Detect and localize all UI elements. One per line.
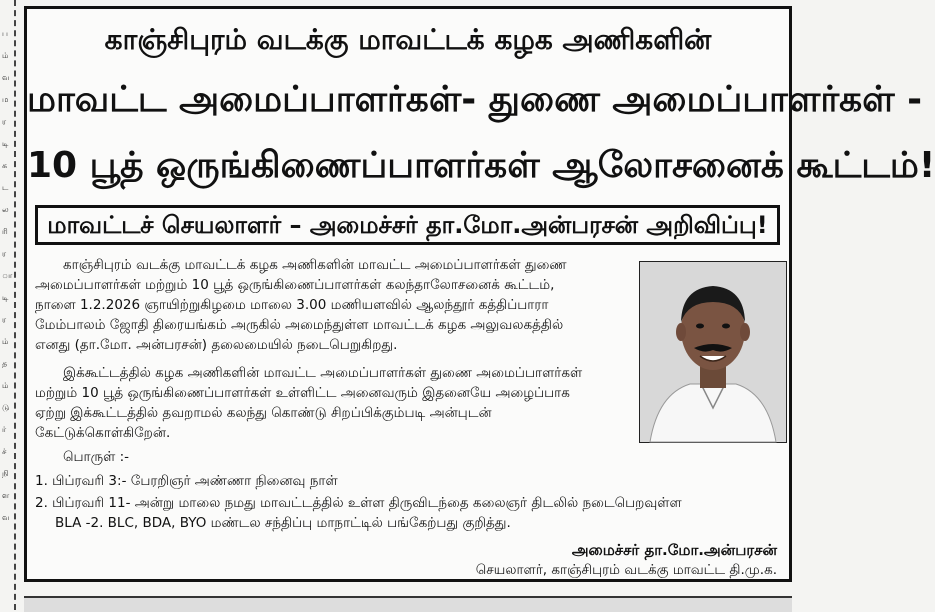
header-line-1: காஞ்சிபுரம் வடக்கு மாவட்டக் கழக அணிகளின் bbox=[104, 23, 712, 56]
item-2: 2. பிப்ரவரி 11- அன்று மாலை நமது மாவட்டத்தில் உள்ள திருவிடந்தை கலைஞர் திடலில் நடைபெறவுள்ள bbox=[35, 495, 682, 511]
strip-fragment: ம் bbox=[2, 51, 9, 60]
strip-fragment: டு bbox=[2, 403, 10, 412]
strip-fragment: வ bbox=[2, 513, 10, 522]
subject-label: பொருள் :- bbox=[63, 449, 130, 465]
para1-line-3: நாளை 1.2.2026 ஞாயிற்றுகிழமை மாலை 3.00 மணியளவில் ஆலந்தூர் கத்திப்பாரா bbox=[35, 297, 549, 313]
item-3: BLA -2. BLC, BDA, BYO மண்டல சந்திப்பு மாநாட்டில் பங்கேற்பது குறித்து. bbox=[55, 515, 511, 531]
strip-fragment: ப bbox=[2, 29, 8, 38]
para1-line-4: மேம்பாலம் ஜோதி திரையங்கம் அருகில் அமைந்துள்ள மாவட்டக் கழக அலுவலகத்தில் bbox=[35, 317, 564, 333]
strip-fragment: க bbox=[2, 161, 8, 170]
next-article-edge bbox=[24, 596, 792, 612]
strip-fragment: ர bbox=[2, 117, 7, 126]
item-1: 1. பிப்ரவரி 3:- பேரறிஞர் அண்ணா நினைவு நாள் bbox=[35, 473, 338, 489]
strip-fragment: ல bbox=[2, 205, 9, 214]
strip-fragment: ம் bbox=[2, 337, 9, 346]
strip-fragment: நி bbox=[2, 469, 9, 478]
strip-fragment: டி bbox=[2, 139, 9, 148]
strip-fragment: ம் bbox=[2, 381, 9, 390]
header-line-3: 10 பூத் ஒருங்கிணைப்பாளர்கள் ஆலோசனைக் கூட்டம்! bbox=[27, 145, 935, 186]
announcement-banner: மாவட்டச் செயலாளர் – அமைச்சர் தா.மோ.அன்பரசன் அறிவிப்பு! bbox=[35, 205, 780, 245]
strip-fragment: த bbox=[2, 359, 8, 368]
header-line-2: மாவட்ட அமைப்பாளர்கள்- துணை அமைப்பாளர்கள் - bbox=[27, 79, 923, 120]
strip-fragment: ச் bbox=[2, 447, 7, 456]
para1-line-5: எனது (தா.மோ. அன்பரசன்) தலைமையில் நடைபெறுகிறது. bbox=[35, 337, 398, 353]
strip-fragment: ர bbox=[2, 315, 7, 324]
strip-fragment: ட bbox=[2, 183, 9, 192]
portrait-illustration bbox=[640, 262, 786, 442]
strip-fragment: ள bbox=[2, 491, 10, 500]
left-column-strip bbox=[0, 0, 16, 610]
strip-fragment: ர் bbox=[2, 425, 7, 434]
strip-fragment: ர bbox=[2, 249, 7, 258]
signature-name: அமைச்சர் தா.மோ.அன்பரசன் bbox=[571, 541, 777, 559]
para2-line-1: இக்கூட்டத்தில் கழக அணிகளின் மாவட்ட அமைப்பாளர்கள் துணை அமைப்பாளர்கள் bbox=[63, 365, 583, 381]
signature-title: செயலாளர், காஞ்சிபுரம் வடக்கு மாவட்ட தி.மு.க. bbox=[475, 562, 777, 578]
para2-line-4: கேட்டுக்கொள்கிறேன். bbox=[35, 425, 171, 441]
strip-fragment: ா bbox=[2, 271, 13, 280]
strip-fragment: வ bbox=[2, 73, 10, 82]
strip-fragment: டி bbox=[2, 293, 9, 302]
para2-line-2: மற்றும் 10 பூத் ஒருங்கிணைப்பாளர்கள் உள்ளிட்ட அனைவரும் இதனையே அழைப்பாக bbox=[35, 385, 570, 401]
portrait-photo bbox=[639, 261, 787, 443]
notice-box bbox=[24, 6, 935, 582]
strip-fragment: ரி bbox=[2, 227, 8, 236]
para1-line-1: காஞ்சிபுரம் வடக்கு மாவட்டக் கழக அணிகளின் மாவட்ட அமைப்பாளர்கள் துணை bbox=[63, 257, 567, 273]
para1-line-2: அமைப்பாளர்கள் மற்றும் 10 பூத் ஒருங்கிணைப்பாளர்கள் கலந்தாலோசனைக் கூட்டம், bbox=[35, 277, 555, 293]
para2-line-3: ஏற்று இக்கூட்டத்தில் தவறாமல் கலந்து கொண்டு சிறப்பிக்கும்படி அன்புடன் bbox=[35, 405, 492, 421]
strip-fragment: ம bbox=[2, 95, 9, 104]
